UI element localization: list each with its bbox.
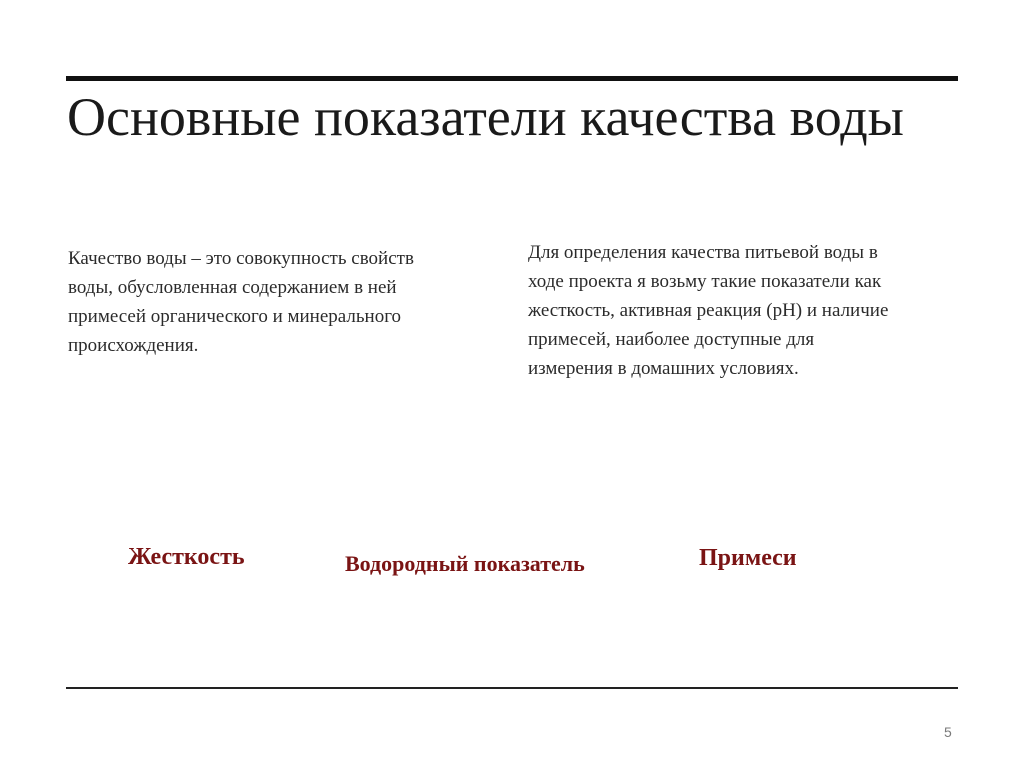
- definition-text: Качество воды – это совокупность свойств воды, обусловленная содержанием в ней примесей органического и минерального происхождения.: [68, 248, 414, 356]
- slide-title: Основные показатели качества воды: [67, 87, 904, 147]
- keyword-ph: Водородный показатель: [345, 551, 585, 576]
- bottom-rule: [66, 687, 958, 689]
- project-description-text: Для определения качества питьевой воды в ходе проекта я возьму такие показатели как жесткость, активная реакция (рН) и наличие примесей, наиболее доступные для измерения в домашних условиях.: [528, 242, 889, 379]
- keyword-hardness: Жесткость: [128, 544, 245, 570]
- title-top-rule: [66, 76, 958, 81]
- page-number: 5: [944, 724, 952, 740]
- keyword-impurities: Примеси: [699, 545, 797, 571]
